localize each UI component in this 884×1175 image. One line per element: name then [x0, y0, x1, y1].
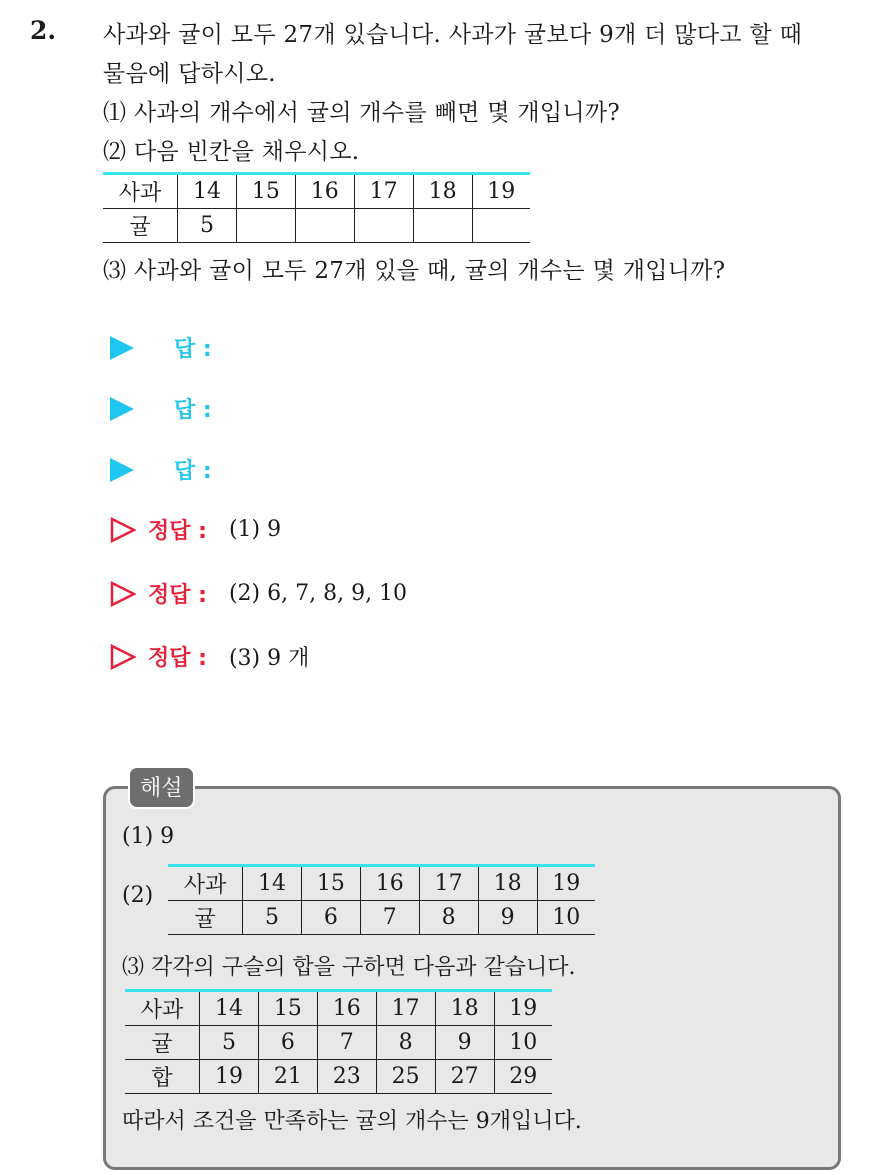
table-cell — [472, 209, 530, 243]
correct-answer-3 — [110, 641, 309, 672]
table-cell: 5 — [200, 1026, 259, 1060]
table-cell: 8 — [376, 1026, 435, 1060]
table-cell: 7 — [317, 1026, 376, 1060]
table-cell: 9 — [435, 1026, 494, 1060]
answer-label: 답 : — [174, 337, 212, 362]
outline-triangle-icon — [110, 644, 136, 670]
explanation-table-3 — [125, 989, 552, 1094]
table-cell: 15 — [236, 174, 295, 209]
table-cell: 10 — [537, 901, 595, 935]
answer-slot-1[interactable] — [110, 332, 212, 363]
table-cell: 16 — [360, 866, 419, 901]
table-cell: 사과 — [125, 991, 200, 1026]
table-row — [103, 209, 530, 243]
table-cell: 15 — [258, 991, 317, 1026]
question-table — [103, 172, 530, 243]
table-cell: 7 — [360, 901, 419, 935]
table-cell: 17 — [354, 174, 413, 209]
table-cell: 합 — [125, 1060, 200, 1094]
play-arrow-icon — [110, 397, 134, 421]
table-row — [125, 991, 552, 1026]
outline-triangle-icon — [110, 517, 136, 543]
table-cell: 귤 — [168, 901, 243, 935]
sub-question-2: ⑵ 다음 빈칸을 채우시오. — [103, 139, 360, 165]
table-cell: 17 — [419, 866, 478, 901]
explanation-part-1: (1) 9 — [122, 824, 175, 849]
sub-question-3: ⑶ 사과와 귤이 모두 27개 있을 때, 귤의 개수는 몇 개입니까? — [103, 258, 726, 284]
question-number: 2. — [30, 16, 57, 45]
table-cell: 사과 — [168, 866, 243, 901]
table-cell: 21 — [258, 1060, 317, 1094]
correct-value: (3) 9 개 — [228, 646, 310, 671]
table-cell: 5 — [178, 209, 237, 243]
table-cell: 16 — [317, 991, 376, 1026]
table-cell: 25 — [376, 1060, 435, 1094]
explanation-part-2-label: (2) — [122, 883, 154, 908]
correct-answer-1 — [110, 514, 281, 545]
table-cell: 15 — [301, 866, 360, 901]
question-line-1: 사과와 귤이 모두 27개 있습니다. 사과가 귤보다 9개 더 많다고 할 때 — [103, 22, 803, 48]
table-cell: 사과 — [103, 174, 178, 209]
table-row — [125, 1026, 552, 1060]
table-cell: 14 — [200, 991, 259, 1026]
table-row — [168, 866, 595, 901]
table-cell: 10 — [494, 1026, 552, 1060]
explanation-table-2 — [168, 864, 595, 935]
answer-slot-3[interactable] — [110, 454, 212, 485]
play-arrow-icon — [110, 336, 134, 360]
answer-label: 답 : — [174, 459, 212, 484]
table-cell: 귤 — [103, 209, 178, 243]
explanation-tag: 해설 — [128, 766, 195, 809]
table-cell: 23 — [317, 1060, 376, 1094]
play-arrow-icon — [110, 458, 134, 482]
table-cell: 16 — [295, 174, 354, 209]
table-row — [168, 901, 595, 935]
table-cell: 18 — [435, 991, 494, 1026]
table-cell: 18 — [413, 174, 472, 209]
table-row — [103, 174, 530, 209]
answer-slot-2[interactable] — [110, 393, 212, 424]
table-cell — [413, 209, 472, 243]
table-cell: 27 — [435, 1060, 494, 1094]
sub-question-1: ⑴ 사과의 개수에서 귤의 개수를 빼면 몇 개입니까? — [103, 100, 621, 126]
table-cell: 29 — [494, 1060, 552, 1094]
table-cell — [295, 209, 354, 243]
table-cell: 19 — [472, 174, 530, 209]
table-cell: 9 — [478, 901, 537, 935]
table-cell: 14 — [178, 174, 237, 209]
correct-label: 정답 : — [148, 519, 207, 544]
table-cell: 귤 — [125, 1026, 200, 1060]
table-cell: 5 — [243, 901, 302, 935]
table-cell: 14 — [243, 866, 302, 901]
correct-value: (1) 9 — [228, 517, 282, 542]
explanation-conclusion: 따라서 조건을 만족하는 귤의 개수는 9개입니다. — [122, 1109, 582, 1134]
table-cell: 19 — [537, 866, 595, 901]
correct-value: (2) 6, 7, 8, 9, 10 — [228, 581, 408, 606]
table-cell: 19 — [200, 1060, 259, 1094]
table-cell — [236, 209, 295, 243]
outline-triangle-icon — [110, 581, 136, 607]
question-line-2: 물음에 답하시오. — [103, 61, 276, 87]
table-cell: 6 — [301, 901, 360, 935]
table-cell: 17 — [376, 991, 435, 1026]
table-cell: 18 — [478, 866, 537, 901]
answer-label: 답 : — [174, 398, 212, 423]
explanation-part-3: ⑶ 각각의 구슬의 합을 구하면 다음과 같습니다. — [122, 955, 576, 980]
table-cell: 19 — [494, 991, 552, 1026]
correct-label: 정답 : — [148, 583, 207, 608]
table-cell: 6 — [258, 1026, 317, 1060]
correct-label: 정답 : — [148, 646, 207, 671]
correct-answer-2 — [110, 578, 407, 609]
table-row — [125, 1060, 552, 1094]
table-cell: 8 — [419, 901, 478, 935]
table-cell — [354, 209, 413, 243]
